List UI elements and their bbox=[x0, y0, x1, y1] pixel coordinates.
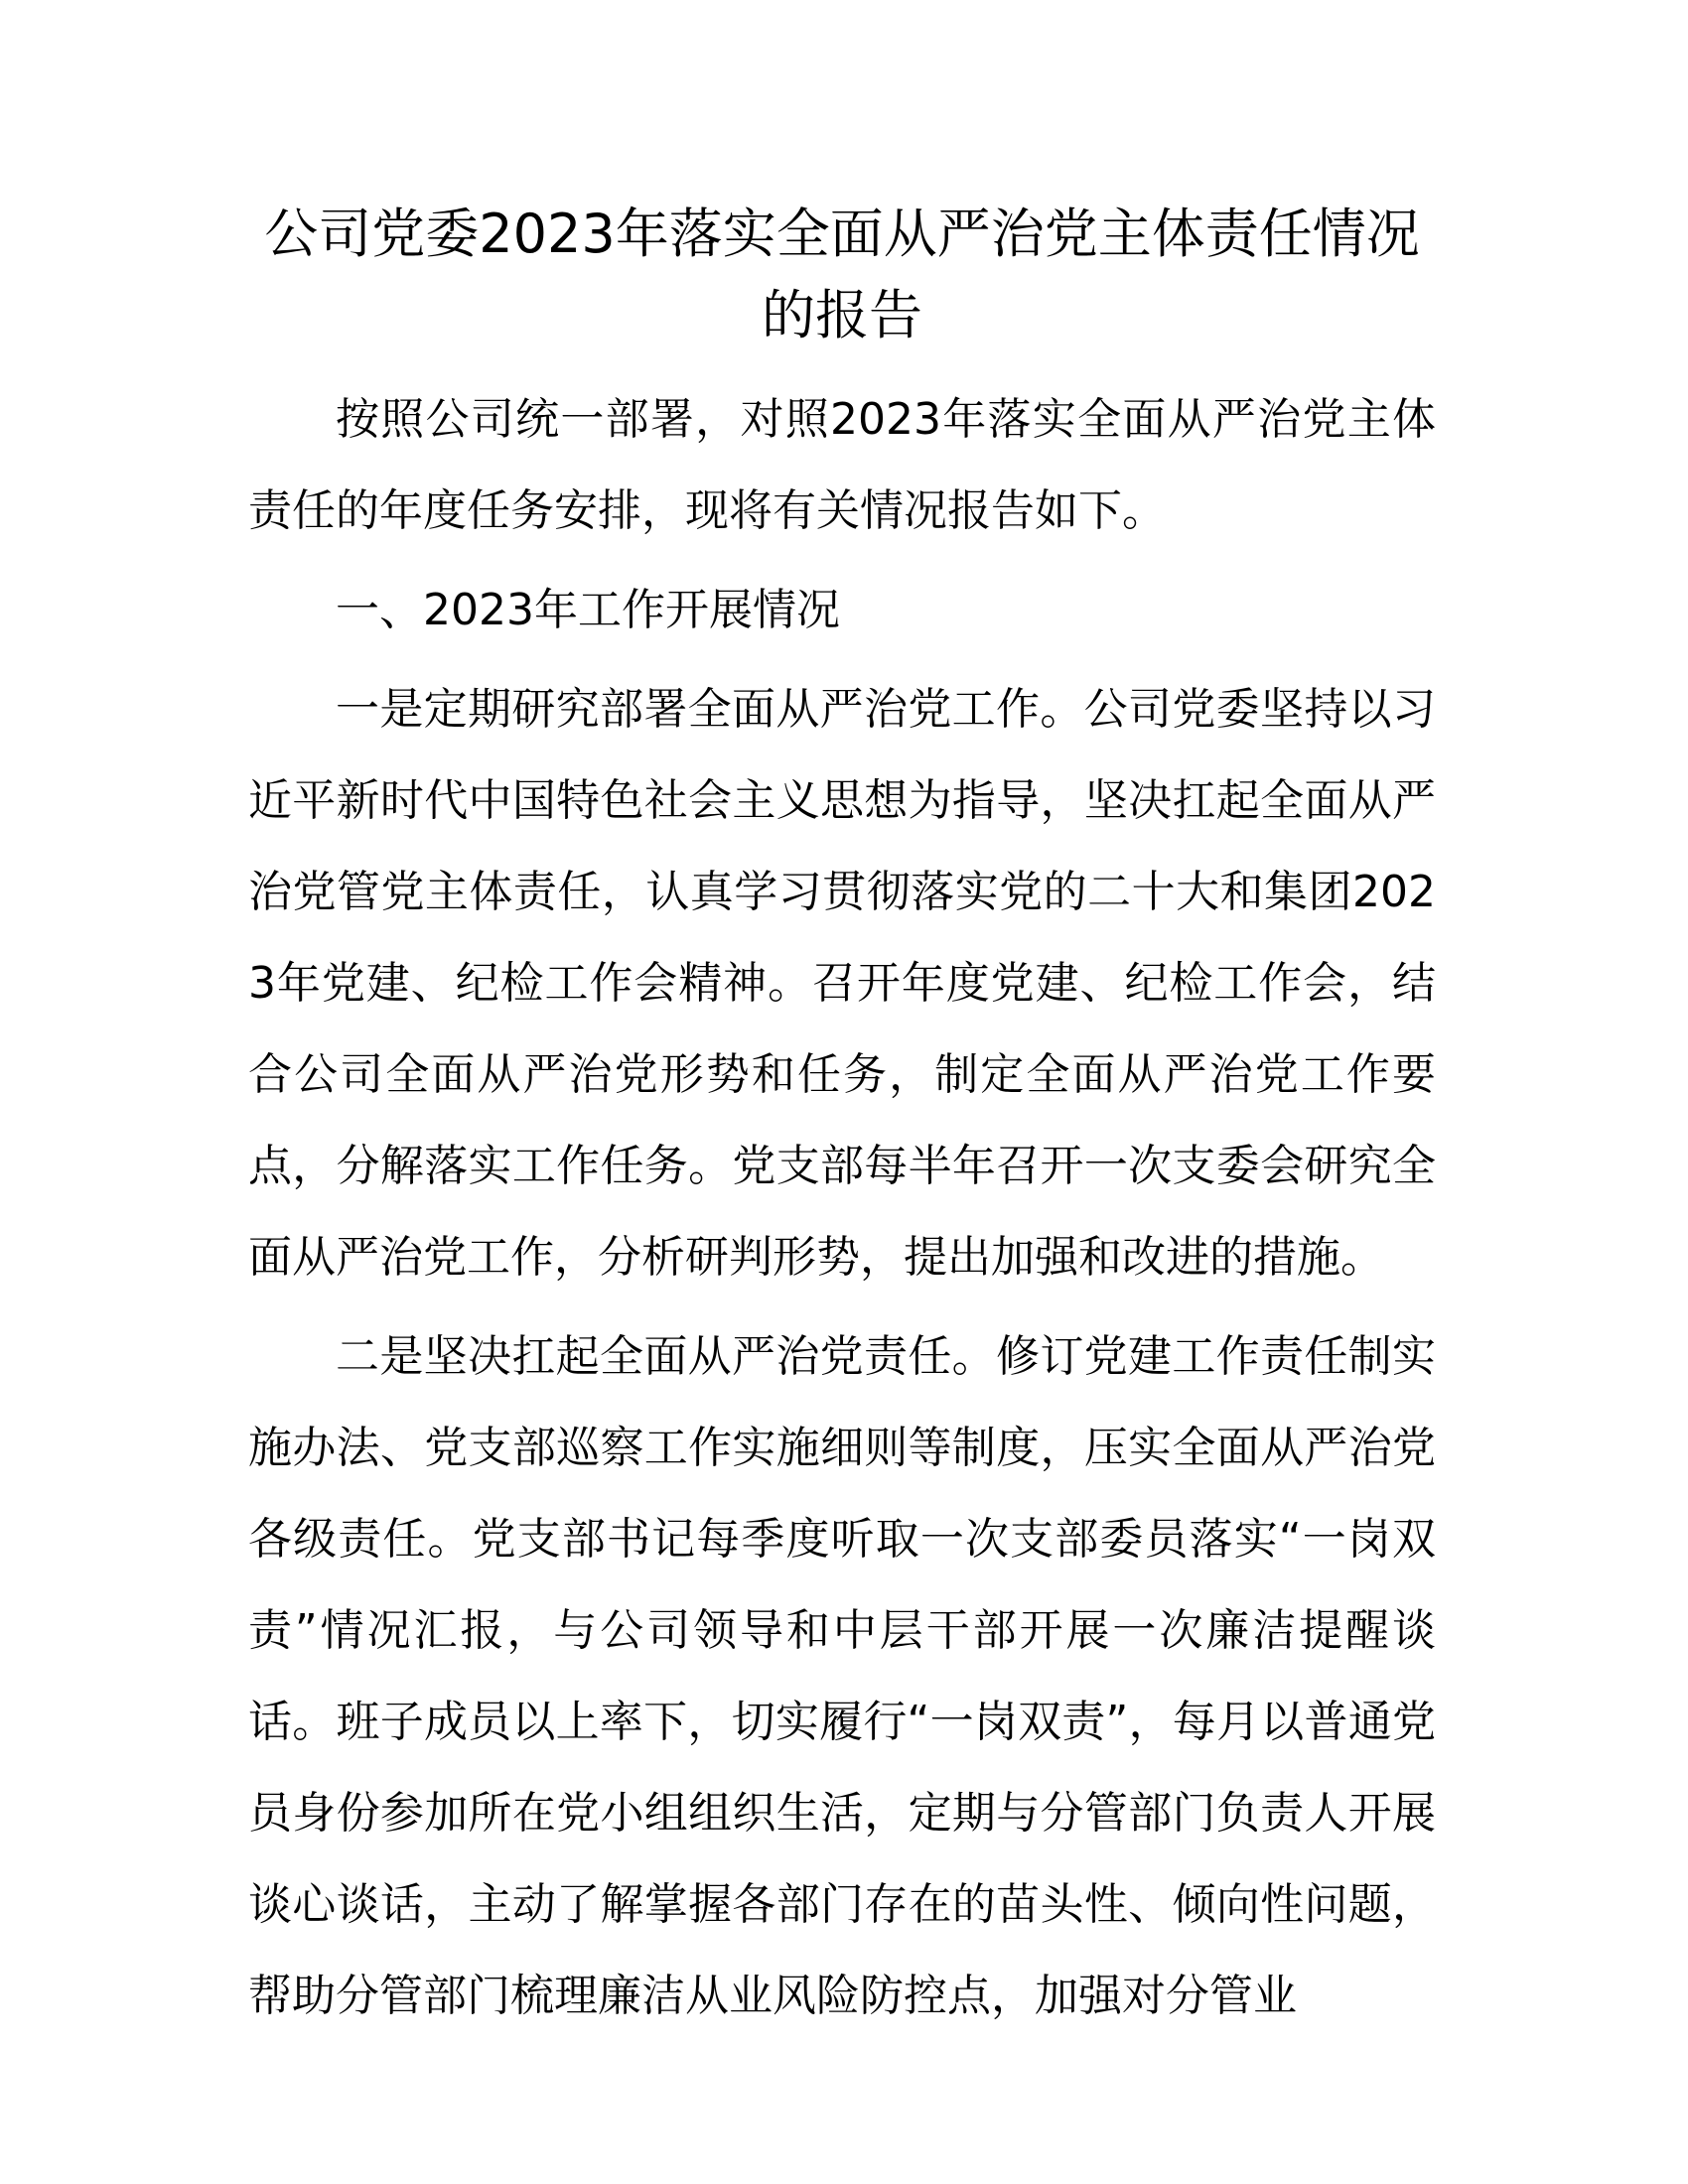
document-body bbox=[248, 194, 1436, 2042]
body-paragraph-2: 二是坚决扛起全面从严治党责任。修订党建工作责任制实施办法、党支部巡察工作实施细则等制度，压实全面从严治党各级责任。党支部书记每季度听取一次支部委员落实“一岗双责”情况汇报，与公司领导和中层干部开展一次廉洁提醒谈话。班子成员以上率下，切实履行“一岗双责”，每月以普通党员身份参加所在党小组组织生活，定期与分管部门负责人开展谈心谈话，主动了解掌握各部门存在的苗头性、倾向性问题，帮助分管部门梳理廉洁从业风险防控点，加强对分管业 bbox=[248, 1331, 1436, 2021]
body-paragraph-1: 一是定期研究部署全面从严治党工作。公司党委坚持以习近平新时代中国特色社会主义思想为指导，坚决扛起全面从严治党管党主体责任，认真学习贯彻落实党的二十大和集团2023年党建、纪检工作会精神。召开年度党建、纪检工作会，结合公司全面从严治党形势和任务，制定全面从严治党工作要点，分解落实工作任务。党支部每半年召开一次支委会研究全面从严治党工作，分析研判形势，提出加强和改进的措施。 bbox=[248, 684, 1436, 1283]
document-title: 公司党委2023年落实全面从严治党主体责任情况的报告 bbox=[264, 203, 1420, 346]
section-heading: 一、2023年工作开展情况 bbox=[336, 585, 840, 635]
intro-paragraph: 按照公司统一部署，对照2023年落实全面从严治党主体责任的年度任务安排，现将有关情况报告如下。 bbox=[248, 394, 1436, 536]
